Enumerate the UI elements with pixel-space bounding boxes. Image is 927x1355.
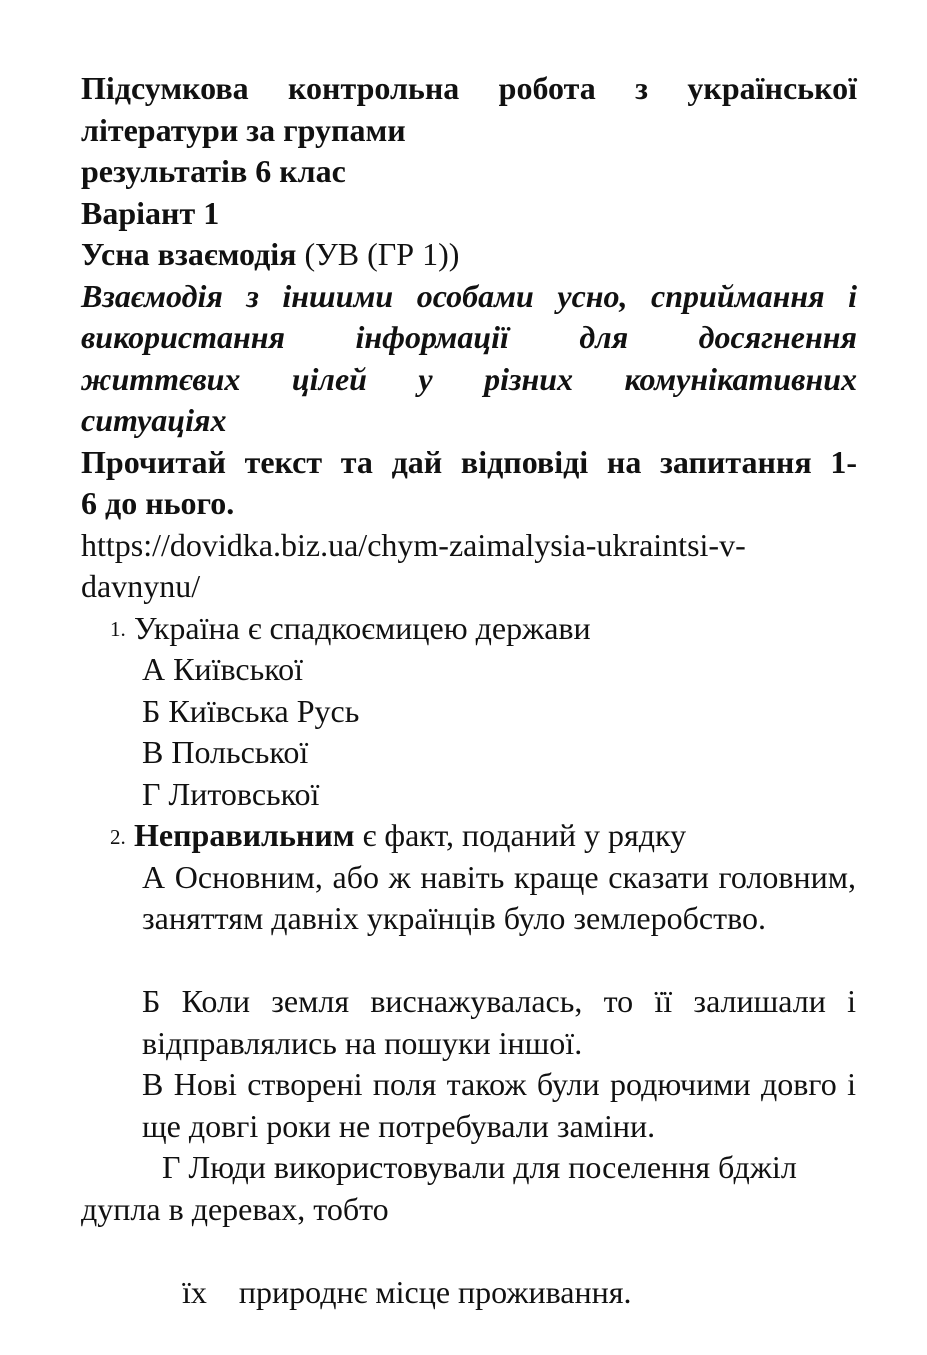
option-text: Литовської (168, 775, 320, 812)
question-2-option-h-continued (81, 1189, 389, 1231)
question-2-number: 2. (110, 824, 126, 849)
question-2-keyword: Неправильним (134, 817, 355, 853)
question-2-option-h (162, 1147, 797, 1189)
option-letter: В (142, 1066, 164, 1102)
question-2-option-h-continued-2 (150, 1230, 631, 1355)
skill-line-3: життєвих цілей у різних комунікативних (81, 360, 857, 397)
skill-line-1: Взаємодія з іншими особами усно, сприймання і (81, 277, 857, 314)
option-letter: В (142, 734, 164, 770)
section-code: (УВ (ГР 1)) (296, 236, 460, 272)
instruction-line-2: 6 до нього. (81, 485, 235, 521)
source-link-continued[interactable] (81, 566, 857, 608)
question-1-option-v (142, 732, 308, 774)
option-letter: Г (162, 1149, 181, 1185)
instruction-line-1: Прочитай текст та дай відповіді на запитання 1- (81, 443, 857, 480)
skill-line-4: ситуаціях (81, 402, 227, 438)
document-title-line-2: літератури за групами (81, 111, 406, 148)
option-text-line-2: дупла в деревах, тобто (81, 1190, 389, 1227)
option-letter: А (142, 858, 166, 895)
question-2-option-b (142, 981, 856, 1064)
section-name: Усна взаємодія (81, 236, 297, 272)
question-1-option-b (142, 691, 359, 733)
question-1-number: 1. (110, 617, 126, 641)
option-text: Київської (173, 651, 303, 687)
option-letter: Г (142, 775, 161, 812)
option-text: Польської (171, 734, 309, 770)
source-link-line-2[interactable]: davnynu/ (81, 568, 201, 604)
source-link[interactable] (81, 525, 857, 567)
option-text: Київська Русь (168, 692, 360, 729)
option-text: Основним, або ж навіть краще сказати головним, заняттям давніх українців було землеробство. (142, 858, 857, 936)
question-2-option-v (142, 1064, 856, 1147)
title-line-1: Підсумкова контрольна робота з української (81, 70, 857, 106)
option-text-line-3: їх природнє місце проживання. (182, 1273, 632, 1310)
question-2-rest: є факт, поданий у рядку (354, 817, 687, 853)
skill-line-2: використання інформації для досягнення (81, 319, 857, 355)
option-text: Коли земля виснажувалась, то її залишали і відправлялись на пошуки іншої. (142, 983, 857, 1061)
document-title (81, 68, 857, 110)
question-2-option-a (142, 857, 856, 940)
question-1-option-a (142, 649, 303, 691)
option-letter: Б (142, 692, 161, 729)
source-link-line-1[interactable]: https://dovidka.biz.ua/chym-zaimalysia-ukraintsi-v- (81, 526, 746, 563)
question-1-text: Україна є спадкоємицею держави (134, 609, 591, 646)
question-2-text (134, 815, 686, 857)
variant-heading: Варіант 1 (81, 194, 220, 231)
option-letter: А (142, 651, 166, 687)
option-text-line-1: Люди використовували для поселення бджіл (188, 1149, 797, 1185)
question-1-option-h (142, 774, 319, 816)
document-title-line-3: результатів 6 клас (81, 153, 346, 189)
option-text: Нові створені поля також були родючими довго і ще довгі роки не потребували заміни. (142, 1066, 857, 1144)
option-letter: Б (142, 983, 161, 1019)
section-heading (81, 234, 857, 276)
